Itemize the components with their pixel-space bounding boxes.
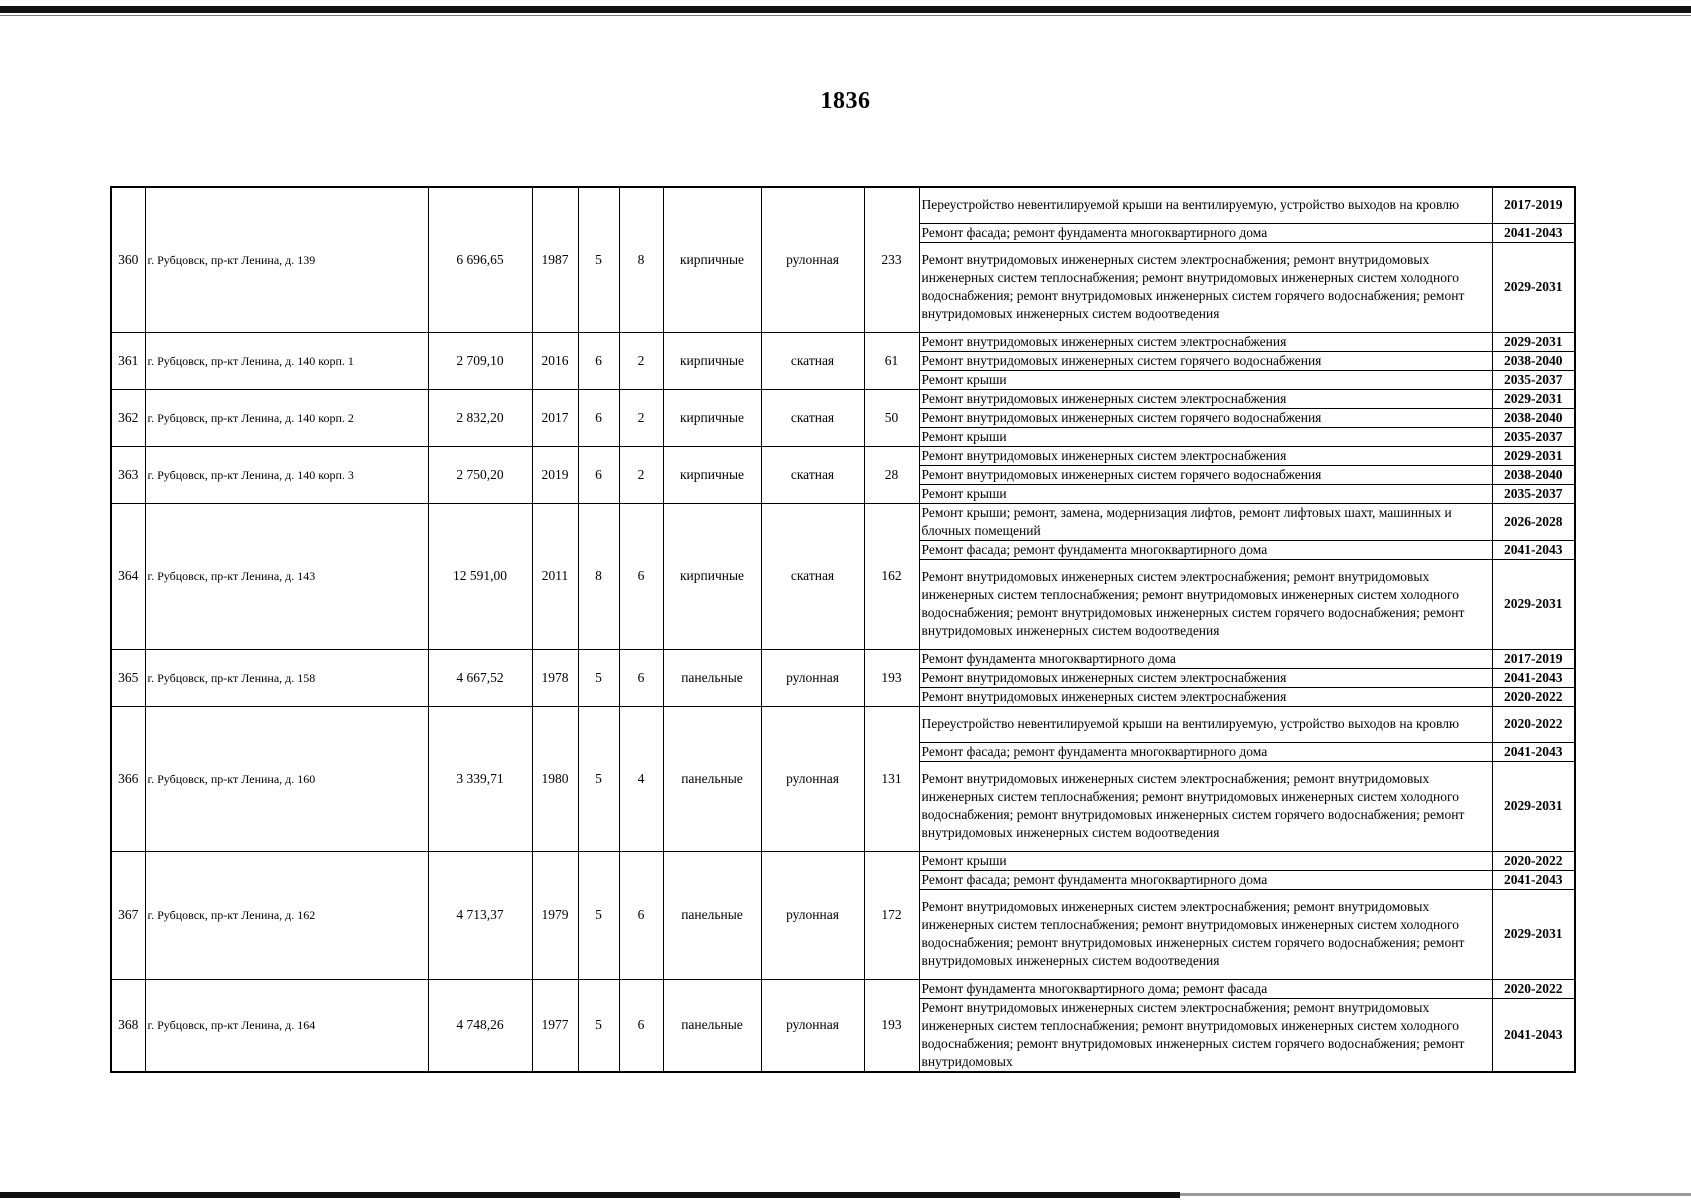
record-address: г. Рубцовск, пр-кт Ленина, д. 140 корп. 2	[145, 389, 428, 446]
record-area: 12 591,00	[428, 503, 532, 649]
work-description: Ремонт внутридомовых инженерных систем электроснабжения	[919, 332, 1492, 351]
record-roof-type: скатная	[761, 446, 864, 503]
record-floors: 5	[578, 851, 619, 979]
work-period: 2038-2040	[1492, 408, 1575, 427]
record-roof-type: скатная	[761, 503, 864, 649]
record-residents: 193	[864, 979, 919, 1072]
work-period: 2038-2040	[1492, 351, 1575, 370]
record-floors: 5	[578, 706, 619, 851]
record-address: г. Рубцовск, пр-кт Ленина, д. 143	[145, 503, 428, 649]
work-period: 2020-2022	[1492, 851, 1575, 870]
work-period: 2035-2037	[1492, 427, 1575, 446]
record-year: 1977	[532, 979, 578, 1072]
table-row	[111, 332, 1575, 351]
record-roof-type: рулонная	[761, 649, 864, 706]
record-entrances: 6	[619, 503, 663, 649]
record-address: г. Рубцовск, пр-кт Ленина, д. 160	[145, 706, 428, 851]
work-description: Ремонт фасада; ремонт фундамента многоквартирного дома	[919, 540, 1492, 559]
record-roof-type: скатная	[761, 389, 864, 446]
work-description: Ремонт крыши	[919, 484, 1492, 503]
work-period: 2029-2031	[1492, 761, 1575, 851]
record-entrances: 6	[619, 851, 663, 979]
record-residents: 162	[864, 503, 919, 649]
work-period: 2035-2037	[1492, 484, 1575, 503]
record-wall-material: кирпичные	[663, 503, 761, 649]
scan-edge-bottom	[0, 1192, 1180, 1198]
record-address: г. Рубцовск, пр-кт Ленина, д. 162	[145, 851, 428, 979]
record-area: 6 696,65	[428, 187, 532, 332]
record-number: 364	[111, 503, 145, 649]
record-entrances: 6	[619, 649, 663, 706]
work-description: Переустройство невентилируемой крыши на вентилируемую, устройство выходов на кровлю	[919, 187, 1492, 223]
record-year: 2011	[532, 503, 578, 649]
scan-edge-top-thin	[0, 15, 1691, 16]
work-description: Ремонт внутридомовых инженерных систем горячего водоснабжения	[919, 465, 1492, 484]
work-period: 2041-2043	[1492, 668, 1575, 687]
work-description: Ремонт внутридомовых инженерных систем электроснабжения	[919, 687, 1492, 706]
record-entrances: 2	[619, 389, 663, 446]
work-period: 2041-2043	[1492, 540, 1575, 559]
record-wall-material: панельные	[663, 979, 761, 1072]
record-entrances: 6	[619, 979, 663, 1072]
work-description: Ремонт внутридомовых инженерных систем электроснабжения; ремонт внутридомовых инженерных систем теплоснабжения; ремонт внутридомовых инженерных систем холодного водоснабжения; ремонт внутридомовых инженерных систем горячего водоснабжения; ремонт внутридомовых инженерных систем водоотведения	[919, 242, 1492, 332]
record-number: 362	[111, 389, 145, 446]
record-year: 1980	[532, 706, 578, 851]
table-row	[111, 187, 1575, 223]
record-entrances: 2	[619, 332, 663, 389]
table-row	[111, 706, 1575, 742]
work-period: 2029-2031	[1492, 446, 1575, 465]
record-floors: 6	[578, 332, 619, 389]
work-description: Ремонт внутридомовых инженерных систем электроснабжения; ремонт внутридомовых инженерных систем теплоснабжения; ремонт внутридомовых инженерных систем холодного водоснабжения; ремонт внутридомовых инженерных систем горячего водоснабжения; ремонт внутридомовых	[919, 998, 1492, 1072]
record-area: 2 832,20	[428, 389, 532, 446]
record-address: г. Рубцовск, пр-кт Ленина, д. 158	[145, 649, 428, 706]
work-description: Ремонт внутридомовых инженерных систем электроснабжения	[919, 389, 1492, 408]
table-row	[111, 446, 1575, 465]
scan-edge-bottom-right	[1180, 1193, 1691, 1196]
work-period: 2026-2028	[1492, 503, 1575, 540]
record-entrances: 4	[619, 706, 663, 851]
work-period: 2020-2022	[1492, 687, 1575, 706]
work-description: Ремонт крыши	[919, 427, 1492, 446]
record-wall-material: кирпичные	[663, 332, 761, 389]
record-area: 2 750,20	[428, 446, 532, 503]
page-number: 1836	[820, 88, 871, 114]
record-number: 368	[111, 979, 145, 1072]
record-number: 361	[111, 332, 145, 389]
record-year: 2016	[532, 332, 578, 389]
record-wall-material: кирпичные	[663, 389, 761, 446]
record-year: 1987	[532, 187, 578, 332]
work-period: 2017-2019	[1492, 649, 1575, 668]
record-residents: 50	[864, 389, 919, 446]
work-description: Ремонт внутридомовых инженерных систем электроснабжения; ремонт внутридомовых инженерных систем теплоснабжения; ремонт внутридомовых инженерных систем холодного водоснабжения; ремонт внутридомовых инженерных систем горячего водоснабжения; ремонт внутридомовых инженерных систем водоотведения	[919, 761, 1492, 851]
record-roof-type: рулонная	[761, 979, 864, 1072]
work-description: Ремонт внутридомовых инженерных систем электроснабжения	[919, 668, 1492, 687]
table-row	[111, 649, 1575, 668]
work-description: Ремонт фундамента многоквартирного дома; ремонт фасада	[919, 979, 1492, 998]
record-area: 2 709,10	[428, 332, 532, 389]
record-floors: 6	[578, 446, 619, 503]
work-period: 2029-2031	[1492, 242, 1575, 332]
record-residents: 28	[864, 446, 919, 503]
work-description: Ремонт крыши	[919, 370, 1492, 389]
record-address: г. Рубцовск, пр-кт Ленина, д. 139	[145, 187, 428, 332]
scan-edge-top	[0, 6, 1691, 13]
record-wall-material: кирпичные	[663, 446, 761, 503]
work-description: Переустройство невентилируемой крыши на вентилируемую, устройство выходов на кровлю	[919, 706, 1492, 742]
work-description: Ремонт внутридомовых инженерных систем электроснабжения	[919, 446, 1492, 465]
record-wall-material: кирпичные	[663, 187, 761, 332]
work-description: Ремонт крыши	[919, 851, 1492, 870]
record-floors: 5	[578, 649, 619, 706]
table-row	[111, 851, 1575, 870]
record-year: 2019	[532, 446, 578, 503]
record-number: 363	[111, 446, 145, 503]
record-area: 4 748,26	[428, 979, 532, 1072]
record-floors: 5	[578, 979, 619, 1072]
work-description: Ремонт внутридомовых инженерных систем электроснабжения; ремонт внутридомовых инженерных систем теплоснабжения; ремонт внутридомовых инженерных систем холодного водоснабжения; ремонт внутридомовых инженерных систем горячего водоснабжения; ремонт внутридомовых инженерных систем водоотведения	[919, 889, 1492, 979]
record-year: 2017	[532, 389, 578, 446]
record-entrances: 8	[619, 187, 663, 332]
record-floors: 5	[578, 187, 619, 332]
record-number: 367	[111, 851, 145, 979]
record-residents: 61	[864, 332, 919, 389]
record-residents: 131	[864, 706, 919, 851]
work-period: 2029-2031	[1492, 559, 1575, 649]
record-number: 366	[111, 706, 145, 851]
work-period: 2020-2022	[1492, 979, 1575, 998]
work-period: 2041-2043	[1492, 998, 1575, 1072]
work-description: Ремонт внутридомовых инженерных систем горячего водоснабжения	[919, 408, 1492, 427]
record-address: г. Рубцовск, пр-кт Ленина, д. 140 корп. 3	[145, 446, 428, 503]
work-period: 2029-2031	[1492, 389, 1575, 408]
table-body	[111, 187, 1575, 1072]
record-residents: 172	[864, 851, 919, 979]
work-description: Ремонт фасада; ремонт фундамента многоквартирного дома	[919, 223, 1492, 242]
record-wall-material: панельные	[663, 851, 761, 979]
record-roof-type: рулонная	[761, 187, 864, 332]
work-description: Ремонт фасада; ремонт фундамента многоквартирного дома	[919, 870, 1492, 889]
record-area: 3 339,71	[428, 706, 532, 851]
record-roof-type: скатная	[761, 332, 864, 389]
record-residents: 193	[864, 649, 919, 706]
work-period: 2041-2043	[1492, 223, 1575, 242]
work-period: 2041-2043	[1492, 742, 1575, 761]
record-year: 1978	[532, 649, 578, 706]
table-row	[111, 389, 1575, 408]
capital-repair-table	[110, 186, 1576, 1073]
work-description: Ремонт крыши; ремонт, замена, модернизация лифтов, ремонт лифтовых шахт, машинных и блочных помещений	[919, 503, 1492, 540]
work-period: 2035-2037	[1492, 370, 1575, 389]
record-wall-material: панельные	[663, 706, 761, 851]
work-period: 2029-2031	[1492, 332, 1575, 351]
work-description: Ремонт фундамента многоквартирного дома	[919, 649, 1492, 668]
work-period: 2038-2040	[1492, 465, 1575, 484]
record-roof-type: рулонная	[761, 706, 864, 851]
work-period: 2029-2031	[1492, 889, 1575, 979]
record-floors: 6	[578, 389, 619, 446]
record-wall-material: панельные	[663, 649, 761, 706]
record-floors: 8	[578, 503, 619, 649]
record-roof-type: рулонная	[761, 851, 864, 979]
work-period: 2041-2043	[1492, 870, 1575, 889]
work-period: 2017-2019	[1492, 187, 1575, 223]
work-description: Ремонт внутридомовых инженерных систем электроснабжения; ремонт внутридомовых инженерных систем теплоснабжения; ремонт внутридомовых инженерных систем холодного водоснабжения; ремонт внутридомовых инженерных систем горячего водоснабжения; ремонт внутридомовых инженерных систем водоотведения	[919, 559, 1492, 649]
record-number: 360	[111, 187, 145, 332]
table-row	[111, 503, 1575, 540]
record-address: г. Рубцовск, пр-кт Ленина, д. 140 корп. 1	[145, 332, 428, 389]
record-entrances: 2	[619, 446, 663, 503]
work-period: 2020-2022	[1492, 706, 1575, 742]
record-address: г. Рубцовск, пр-кт Ленина, д. 164	[145, 979, 428, 1072]
record-number: 365	[111, 649, 145, 706]
record-residents: 233	[864, 187, 919, 332]
work-description: Ремонт внутридомовых инженерных систем горячего водоснабжения	[919, 351, 1492, 370]
record-year: 1979	[532, 851, 578, 979]
table-row	[111, 979, 1575, 998]
record-area: 4 713,37	[428, 851, 532, 979]
record-area: 4 667,52	[428, 649, 532, 706]
work-description: Ремонт фасада; ремонт фундамента многоквартирного дома	[919, 742, 1492, 761]
